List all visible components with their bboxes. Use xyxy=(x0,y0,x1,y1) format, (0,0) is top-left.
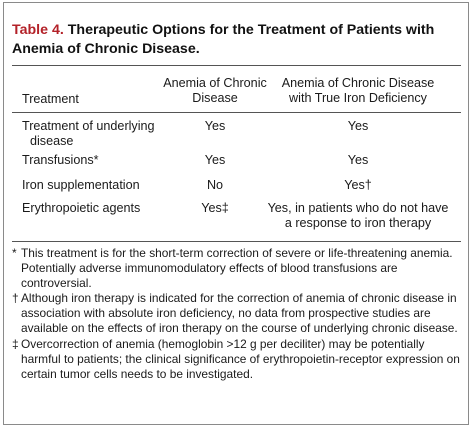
header-treatment: Treatment xyxy=(22,92,79,106)
table-caption: Therapeutic Options for the Treatment of Patients with Anemia of Chronic Disease. xyxy=(12,22,435,57)
row-1-treatment-line1: Treatment of underlying xyxy=(22,119,155,133)
footnote-asterisk-mark: * xyxy=(12,246,17,260)
footnote-double-dagger-mark: ‡ xyxy=(12,336,19,351)
header-acd xyxy=(150,76,280,106)
table-title xyxy=(12,21,452,59)
footnote-asterisk-text: This treatment is for the short-term correction of severe or life-threatening anemia. Potentially adverse immunomodulatory effects of blood transfusions are controversial. xyxy=(21,246,453,291)
header-acd-iron-line1: Anemia of Chronic Disease xyxy=(281,76,435,90)
header-acd-iron xyxy=(273,76,443,106)
table-row-2-acd-iron: Yes xyxy=(347,153,369,167)
table-row-2-acd: Yes xyxy=(204,153,226,167)
header-acd-line2: Disease xyxy=(192,91,238,105)
footnote-double-dagger-text: Overcorrection of anemia (hemoglobin >12 g per deciliter) may be potentially harmful to patients; the clinical significance of erythropoietin-receptor expression on certain tumor cells needs to be investigated. xyxy=(21,336,460,381)
footnote-dagger-mark: † xyxy=(12,291,19,306)
row-1-treatment-line2: disease xyxy=(30,134,74,148)
table-row-1-acd: Yes xyxy=(204,119,226,133)
row-4-acd-iron-line1: Yes, in patients who do not have xyxy=(267,201,449,215)
table-row-4-acd-iron xyxy=(266,201,450,231)
row-4-acd-iron-line2: a response to iron therapy xyxy=(284,216,432,230)
table-row-2-treatment: Transfusions* xyxy=(22,153,99,167)
table-label: Table 4. xyxy=(12,22,64,38)
table-bottom-rule xyxy=(12,241,461,242)
footnote-double-dagger xyxy=(12,337,464,382)
header-rule xyxy=(12,112,461,113)
table-row-3-treatment: Iron supplementation xyxy=(22,178,140,192)
table-row-3-acd-iron: Yes† xyxy=(344,178,372,192)
footnote-dagger-text: Although iron therapy is indicated for the correction of anemia of chronic disease in association with absolute iron deficiency, no data from prospective studies are available on the effects of iron therapy on the course of underlying chronic disease. xyxy=(21,291,458,336)
header-acd-line1: Anemia of Chronic xyxy=(163,76,267,90)
footnotes xyxy=(12,246,464,382)
header-acd-iron-line2: with True Iron Deficiency xyxy=(289,91,427,105)
table-row-1-treatment xyxy=(22,119,155,149)
table-row-4-acd: Yes‡ xyxy=(201,201,229,215)
footnote-dagger xyxy=(12,291,464,336)
footnote-asterisk xyxy=(12,246,464,291)
title-rule xyxy=(12,65,461,66)
table-row-3-acd: No xyxy=(206,178,224,192)
table-row-4-treatment: Erythropoietic agents xyxy=(22,201,141,215)
table-row-1-acd-iron: Yes xyxy=(347,119,369,133)
